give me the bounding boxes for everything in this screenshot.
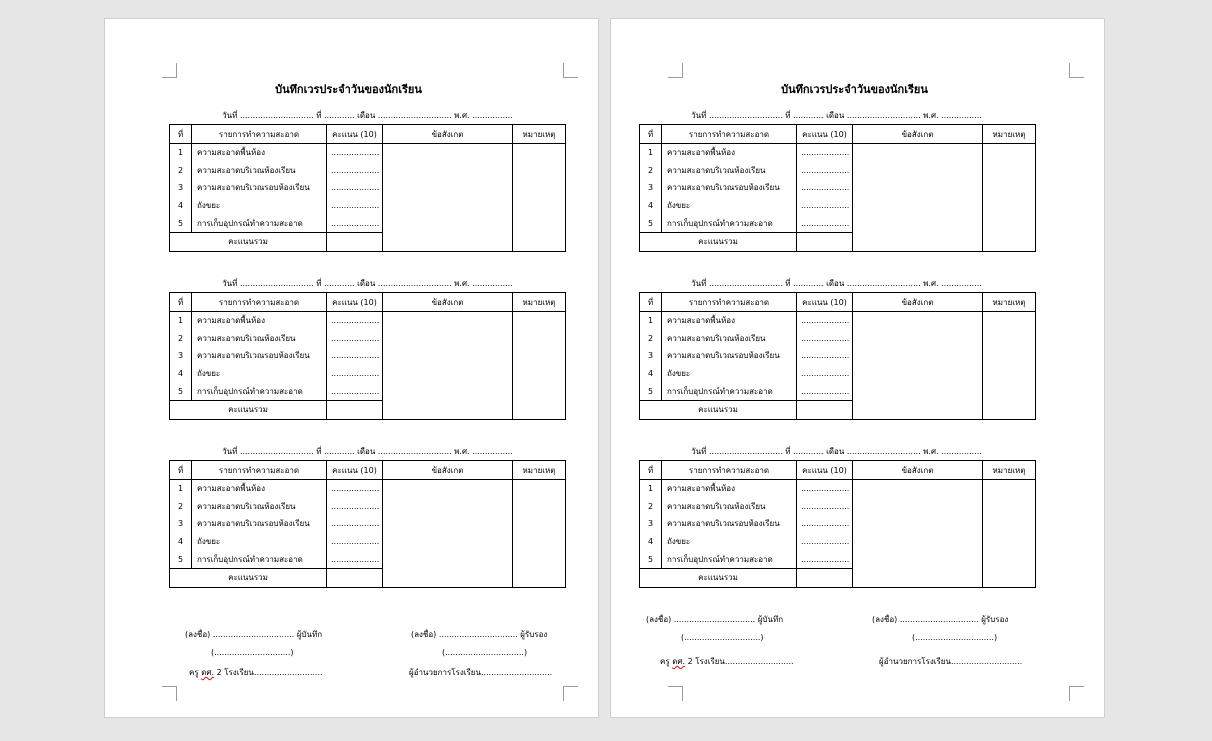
row-no: 2 [170,162,192,180]
remarks-cell [513,312,566,420]
row-item: การเก็บอุปกรณ์ทำความสะอาด [662,382,797,400]
row-score: ................... [327,347,383,365]
row-no: 3 [170,179,192,197]
row-score: ................... [327,365,383,383]
row-item: ถังขยะ [192,365,327,383]
teacher-school: 2 โรงเรียน........................... [687,657,794,666]
row-item: ความสะอาดพื้นห้อง [662,480,797,498]
signature-name-parentheses: (..............................) [211,648,294,657]
row-no: 3 [640,515,662,533]
row-item: ความสะอาดพื้นห้อง [192,144,327,162]
margin-corner-mark [1069,686,1084,701]
row-no: 3 [170,347,192,365]
row-score: ................... [327,179,383,197]
row-no: 3 [640,347,662,365]
row-score: ................... [797,347,853,365]
row-score: ................... [327,533,383,551]
row-score: ................... [327,214,383,232]
row-item: ถังขยะ [662,365,797,383]
col-header-notes: ข้อสังเกต [383,461,513,480]
row-no: 4 [170,533,192,551]
col-header-item: รายการทำความสะอาด [192,293,327,312]
duty-table [169,292,566,420]
notes-cell [383,144,513,252]
col-header-notes: ข้อสังเกต [853,461,983,480]
total-score-cell [797,400,853,419]
row-score: ................... [797,144,853,162]
total-score-cell [327,568,383,587]
signature-certifier: (ลงชื่อ) ............................... ผู้รับรอง [411,630,548,639]
col-header-notes: ข้อสังเกต [383,293,513,312]
row-score: ................... [797,498,853,516]
teacher-spell-flagged: ดศ. [672,657,686,666]
teacher-line [189,666,323,679]
row-no: 1 [170,144,192,162]
row-no: 4 [640,533,662,551]
document-page-1 [104,18,599,718]
row-score: ................... [797,162,853,180]
col-header-item: รายการทำความสะอาด [662,461,797,480]
row-score: ................... [797,550,853,568]
row-no: 3 [170,515,192,533]
remarks-cell [513,480,566,588]
row-item: ความสะอาดบริเวณรอบห้องเรียน [662,515,797,533]
date-line: วันที่ ............................. ที่ ............ เดือน ............................. พ.ศ. ................ [222,279,513,288]
row-no: 2 [170,330,192,348]
margin-corner-mark [668,686,683,701]
col-header-item: รายการทำความสะอาด [662,293,797,312]
teacher-prefix: ครู [189,668,199,677]
row-score: ................... [797,214,853,232]
remarks-cell [513,144,566,252]
margin-corner-mark [668,63,683,78]
row-score: ................... [327,162,383,180]
row-item: ความสะอาดพื้นห้อง [662,312,797,330]
row-item: การเก็บอุปกรณ์ทำความสะอาด [192,214,327,232]
margin-corner-mark [563,63,578,78]
col-header-item: รายการทำความสะอาด [192,461,327,480]
row-no: 2 [640,330,662,348]
page-title: บันทึกเวรประจำวันของนักเรียน [781,83,928,96]
col-header-score: คะแนน (10) [327,461,383,480]
row-item: ความสะอาดบริเวณรอบห้องเรียน [662,179,797,197]
row-item: ถังขยะ [192,533,327,551]
table-row [170,312,566,330]
row-score: ................... [327,550,383,568]
col-header-no: ที่ [640,293,662,312]
signature-recorder: (ลงชื่อ) ................................ ผู้บันทึก [185,630,323,639]
total-label: คะแนนรวม [640,232,797,251]
row-score: ................... [327,330,383,348]
remarks-cell [983,312,1036,420]
row-no: 3 [640,179,662,197]
row-item: ความสะอาดบริเวณรอบห้องเรียน [192,179,327,197]
total-label: คะแนนรวม [640,400,797,419]
col-header-no: ที่ [640,461,662,480]
signature-name-parentheses: (..............................) [681,633,764,642]
director-line: ผู้อำนวยการโรงเรียน............................ [409,668,553,677]
page-title: บันทึกเวรประจำวันของนักเรียน [275,83,422,96]
total-label: คะแนนรวม [170,568,327,587]
teacher-spell-flagged: ดศ. [201,668,215,677]
row-item: การเก็บอุปกรณ์ทำความสะอาด [662,550,797,568]
remarks-cell [983,144,1036,252]
row-score: ................... [797,533,853,551]
remarks-cell [983,480,1036,588]
col-header-no: ที่ [170,293,192,312]
row-no: 2 [640,498,662,516]
document-page-2 [610,18,1105,718]
col-header-notes: ข้อสังเกต [853,293,983,312]
row-item: ถังขยะ [662,197,797,215]
date-line: วันที่ ............................. ที่ ............ เดือน ............................. พ.ศ. ................ [691,279,982,288]
row-item: ความสะอาดบริเวณรอบห้องเรียน [192,347,327,365]
row-no: 5 [170,214,192,232]
col-header-remarks: หมายเหตุ [983,125,1036,144]
row-no: 5 [170,382,192,400]
date-line: วันที่ ............................. ที่ ............ เดือน ............................. พ.ศ. ................ [691,447,982,456]
col-header-score: คะแนน (10) [797,125,853,144]
table-row [170,144,566,162]
signature-name-parentheses: (...............................) [442,648,528,657]
row-no: 5 [170,550,192,568]
row-item: ความสะอาดพื้นห้อง [192,312,327,330]
row-item: การเก็บอุปกรณ์ทำความสะอาด [192,550,327,568]
row-item: ความสะอาดพื้นห้อง [192,480,327,498]
col-header-score: คะแนน (10) [327,293,383,312]
duty-table [639,460,1036,588]
date-line: วันที่ ............................. ที่ ............ เดือน ............................. พ.ศ. ................ [222,111,513,120]
col-header-score: คะแนน (10) [797,293,853,312]
row-item: ความสะอาดบริเวณห้องเรียน [662,162,797,180]
total-label: คะแนนรวม [170,232,327,251]
notes-cell [383,480,513,588]
row-no: 5 [640,382,662,400]
teacher-school: 2 โรงเรียน........................... [216,668,323,677]
row-no: 5 [640,214,662,232]
row-score: ................... [327,515,383,533]
row-score: ................... [797,515,853,533]
row-no: 4 [170,365,192,383]
notes-cell [383,312,513,420]
row-no: 4 [640,197,662,215]
notes-cell [853,144,983,252]
col-header-remarks: หมายเหตุ [513,293,566,312]
col-header-remarks: หมายเหตุ [513,125,566,144]
director-line: ผู้อำนวยการโรงเรียน............................ [879,657,1023,666]
row-score: ................... [327,312,383,330]
col-header-remarks: หมายเหตุ [513,461,566,480]
col-header-no: ที่ [640,125,662,144]
total-score-cell [327,400,383,419]
date-line: วันที่ ............................. ที่ ............ เดือน ............................. พ.ศ. ................ [222,447,513,456]
col-header-score: คะแนน (10) [797,461,853,480]
row-no: 4 [170,197,192,215]
teacher-prefix: ครู [660,657,670,666]
row-no: 5 [640,550,662,568]
table-row [640,144,1036,162]
total-score-cell [327,232,383,251]
signature-recorder: (ลงชื่อ) ................................ ผู้บันทึก [646,615,784,624]
col-header-item: รายการทำความสะอาด [192,125,327,144]
duty-table [639,124,1036,252]
notes-cell [853,312,983,420]
row-item: ความสะอาดบริเวณห้องเรียน [192,330,327,348]
row-no: 1 [170,480,192,498]
total-score-cell [797,568,853,587]
teacher-line [660,655,794,668]
row-score: ................... [327,382,383,400]
row-score: ................... [327,197,383,215]
row-item: ถังขยะ [662,533,797,551]
row-item: ความสะอาดบริเวณห้องเรียน [192,162,327,180]
col-header-remarks: หมายเหตุ [983,293,1036,312]
signature-name-parentheses: (...............................) [912,633,998,642]
date-line: วันที่ ............................. ที่ ............ เดือน ............................. พ.ศ. ................ [691,111,982,120]
col-header-item: รายการทำความสะอาด [662,125,797,144]
table-row [640,312,1036,330]
row-item: การเก็บอุปกรณ์ทำความสะอาด [662,214,797,232]
row-item: ความสะอาดบริเวณห้องเรียน [662,330,797,348]
row-no: 1 [640,480,662,498]
col-header-score: คะแนน (10) [327,125,383,144]
row-item: ถังขยะ [192,197,327,215]
col-header-notes: ข้อสังเกต [853,125,983,144]
duty-table [169,124,566,252]
row-score: ................... [797,330,853,348]
row-no: 1 [170,312,192,330]
row-score: ................... [327,498,383,516]
row-item: ความสะอาดบริเวณห้องเรียน [662,498,797,516]
margin-corner-mark [162,686,177,701]
row-score: ................... [797,179,853,197]
margin-corner-mark [1069,63,1084,78]
table-row [170,480,566,498]
row-score: ................... [327,144,383,162]
row-no: 1 [640,312,662,330]
row-score: ................... [797,365,853,383]
row-score: ................... [327,480,383,498]
total-label: คะแนนรวม [170,400,327,419]
notes-cell [853,480,983,588]
row-no: 2 [170,498,192,516]
duty-table [169,460,566,588]
row-score: ................... [797,197,853,215]
table-row [640,480,1036,498]
row-item: ความสะอาดบริเวณรอบห้องเรียน [192,515,327,533]
row-no: 2 [640,162,662,180]
margin-corner-mark [563,686,578,701]
col-header-remarks: หมายเหตุ [983,461,1036,480]
margin-corner-mark [162,63,177,78]
col-header-no: ที่ [170,461,192,480]
total-label: คะแนนรวม [640,568,797,587]
row-score: ................... [797,382,853,400]
row-no: 1 [640,144,662,162]
row-no: 4 [640,365,662,383]
total-score-cell [797,232,853,251]
col-header-no: ที่ [170,125,192,144]
col-header-notes: ข้อสังเกต [383,125,513,144]
duty-table [639,292,1036,420]
row-item: ความสะอาดบริเวณรอบห้องเรียน [662,347,797,365]
row-item: การเก็บอุปกรณ์ทำความสะอาด [192,382,327,400]
row-score: ................... [797,312,853,330]
signature-certifier: (ลงชื่อ) ............................... ผู้รับรอง [872,615,1009,624]
row-item: ความสะอาดบริเวณห้องเรียน [192,498,327,516]
row-score: ................... [797,480,853,498]
row-item: ความสะอาดพื้นห้อง [662,144,797,162]
